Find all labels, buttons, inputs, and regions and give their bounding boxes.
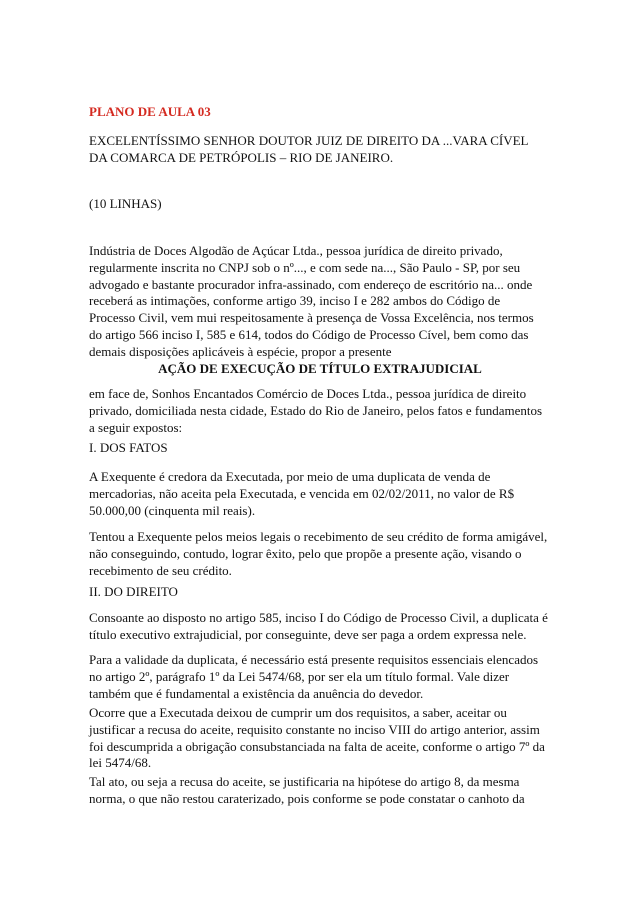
law-paragraph-2 — [89, 652, 551, 702]
facts-paragraph-1 — [89, 469, 551, 519]
text-line: foi descumprida a obrigação consubstanciada na falta de aceite, conforme o artigo 7º da — [89, 738, 545, 754]
text-line: Processo Civil, vem mui respeitosamente à presença de Vossa Excelência, nos termos — [89, 310, 534, 326]
lines-note: (10 LINHAS) — [89, 196, 162, 211]
law-paragraph-4 — [89, 774, 551, 808]
text-line: lei 5474/68. — [89, 755, 152, 771]
text-line: norma, o que não restou caraterizado, pois conforme se pode constatar o canhoto da — [89, 790, 525, 806]
text-line: a seguir expostos: — [89, 419, 183, 435]
text-line: Para a validade da duplicata, é necessário está presente requisitos essenciais elencados — [89, 652, 539, 667]
text-line: 50.000,00 (cinquenta mil reais). — [89, 502, 256, 518]
addressee-block — [89, 133, 551, 167]
text-line: também que é fundamental a existência da anuência do devedor. — [89, 685, 424, 701]
addressee-line: DA COMARCA DE PETRÓPOLIS – RIO DE JANEIRO. — [89, 149, 394, 165]
text-line: Indústria de Doces Algodão de Açúcar Ltda., pessoa jurídica de direito privado, — [89, 243, 503, 258]
text-line: não conseguindo, contudo, lograr êxito, pelo que propõe a presente ação, visando o — [89, 545, 522, 561]
text-line: receberá as intimações, conforme artigo 39, inciso I e 282 ambos do Código de — [89, 293, 501, 309]
text-line: regularmente inscrita no CNPJ sob o nº..., e com sede na..., São Paulo - SP, por seu — [89, 259, 521, 275]
text-line: A Exequente é credora da Executada, por meio de uma duplicata de venda de — [89, 469, 491, 484]
section-law-heading: II. DO DIREITO — [89, 584, 178, 599]
addressee-line: EXCELENTÍSSIMO SENHOR DOUTOR JUIZ DE DIREITO DA ...VARA CÍVEL — [89, 133, 529, 148]
action-title: AÇÃO DE EXECUÇÃO DE TÍTULO EXTRAJUDICIAL — [158, 361, 482, 376]
text-line: advogado e bastante procurador infra-assinado, com endereço de escritório na... onde — [89, 276, 533, 292]
text-line: no artigo 2º, parágrafo 1º da Lei 5474/68, por ser ela um título formal. Vale dizer — [89, 668, 510, 684]
intro-paragraph — [89, 243, 551, 361]
against-paragraph — [89, 386, 551, 436]
text-line: do artigo 566 inciso I, 585 e 614, todos do Código de Processo Cível, bem como das — [89, 326, 529, 342]
text-line: Ocorre que a Executada deixou de cumprir um dos requisitos, a saber, aceitar ou — [89, 705, 507, 720]
text-line: Tal ato, ou seja a recusa do aceite, se justificaria na hipótese do artigo 8, da mesma — [89, 774, 520, 789]
section-facts-heading: I. DOS FATOS — [89, 440, 168, 455]
text-line: Consoante ao disposto no artigo 585, inciso I do Código de Processo Civil, a duplicata é — [89, 610, 548, 625]
text-line: privado, domiciliada nesta cidade, Estado do Rio de Janeiro, pelos fatos e fundamentos — [89, 402, 543, 418]
text-line: justificar a recusa do aceite, requisito constante no inciso VIII do artigo anterior, assim — [89, 721, 540, 737]
facts-paragraph-2 — [89, 529, 551, 579]
law-paragraph-3 — [89, 705, 551, 772]
text-line: Tentou a Exequente pelos meios legais o recebimento de seu crédito de forma amigável, — [89, 529, 548, 544]
text-line: mercadorias, não aceita pela Executada, e vencida em 02/02/2011, no valor de R$ — [89, 485, 515, 501]
text-line: em face de, Sonhos Encantados Comércio de Doces Ltda., pessoa jurídica de direito — [89, 386, 527, 401]
text-line: demais disposições aplicáveis à espécie, propor a presente — [89, 343, 392, 359]
lesson-plan-title: PLANO DE AULA 03 — [89, 104, 211, 119]
law-paragraph-1 — [89, 610, 551, 644]
text-line: recebimento de seu crédito. — [89, 562, 232, 578]
text-line: título executivo extrajudicial, por conseguinte, deve ser paga a ordem expressa nele. — [89, 626, 527, 642]
